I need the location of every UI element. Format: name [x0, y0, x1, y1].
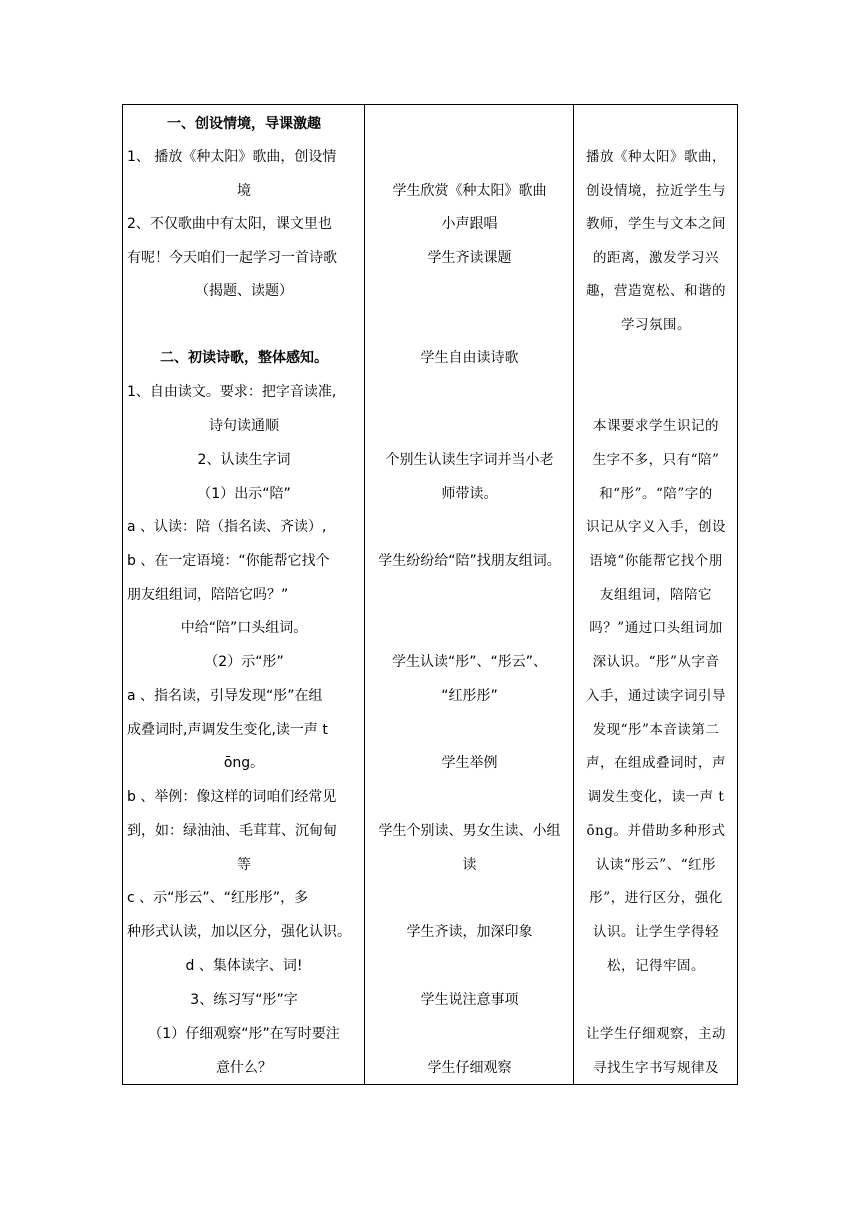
col1-text-line: 2、认读生字词	[197, 452, 291, 468]
col3-text-line: 声，在组成叠词时，声	[586, 755, 726, 771]
col3-text-line: 播放《种太阳》歌曲，	[586, 149, 726, 165]
col3-text-line: 发现“彤”本音读第二	[592, 722, 720, 738]
col2-text-line: 学生举例	[441, 755, 498, 771]
col1-text-line: 1、自由读文。要求：把字音读准,	[127, 384, 337, 400]
col1-text-line: 中给“陪”口头组词。	[180, 620, 308, 636]
col1-text-line: c 、示“彤云”、“红彤彤”，多	[127, 890, 309, 906]
col2-text-line: 学生说注意事项	[420, 992, 519, 1008]
col3-text-line: 深认识。“彤”从字音	[592, 654, 720, 670]
col3-text-line: 识记从字义入手，创设	[586, 519, 726, 535]
col3-text-line: 和“彤”。“陪”字的	[599, 486, 713, 502]
col2-text-line: 学生个别读、男女生读、小组	[378, 823, 561, 839]
col3-text-line: 认读“彤云”、“红彤	[595, 857, 717, 873]
design-intent-column	[574, 105, 738, 1084]
col3-text-line: 松，记得牢固。	[607, 958, 705, 974]
col2-text-line: 师带读。	[441, 486, 498, 502]
col3-text-line: 创设情境，拉近学生与	[586, 183, 726, 199]
col1-text-line: 1、 播放《种太阳》歌曲，创设情	[127, 149, 337, 165]
col1-text-line: 成叠词时,声调发生变化,读一声 t	[127, 722, 328, 738]
col1-text-line: 朋友组组词，陪陪它吗？”	[127, 587, 289, 603]
col1-text-line: a 、指名读，引导发现“彤”在组	[127, 688, 323, 704]
col3-text-line: 入手，通过读字词引导	[586, 688, 726, 704]
col3-text-line: 教师，学生与文本之间	[586, 216, 726, 232]
col3-text-line: ōng。并借助多种形式	[586, 823, 726, 839]
col1-text-line: 种形式认读，加以区分，强化认识。	[127, 924, 351, 940]
col1-text-line: （揭题、读题）	[195, 283, 293, 299]
col3-text-line: 认识。让学生学得轻	[593, 924, 719, 940]
col1-text-line: 境	[237, 183, 251, 199]
lesson-plan-table	[122, 104, 738, 1085]
col1-text-line: 诗句读通顺	[209, 418, 279, 434]
col1-text-line: 一、创设情境，导课激趣	[167, 116, 321, 132]
col1-text-line: （1）仔细观察“彤”在写时要注	[148, 1026, 340, 1042]
col3-text-line: 生字不多，只有“陪”	[592, 452, 720, 468]
col3-text-line: 彤”，进行区分，强化	[589, 890, 723, 906]
col1-text-line: 二、初读诗歌，整体感知。	[160, 350, 328, 366]
col1-text-line: （2）示“彤”	[204, 654, 284, 670]
col3-text-line: 让学生仔细观察，主动	[586, 1026, 726, 1042]
student-activity-column	[366, 105, 573, 1084]
col1-text-line: b 、举例：像这样的词咱们经常见	[127, 789, 337, 805]
col3-text-line: 寻找生字书写规律及	[593, 1060, 719, 1076]
col2-text-line: 学生齐读，加深印象	[406, 924, 533, 940]
col3-text-line: 语境“你能帮它找个朋	[589, 553, 723, 569]
col2-text-line: 读	[462, 857, 477, 873]
col2-text-line: 学生齐读课题	[427, 250, 512, 266]
col2-text-line: 学生欣赏《种太阳》歌曲	[392, 183, 547, 199]
col1-text-line: a 、认读：陪（指名读、齐读）,	[127, 519, 327, 535]
col2-text-line: 小声跟唱	[441, 216, 498, 232]
col2-text-line: 学生仔细观察	[427, 1060, 512, 1076]
col3-text-line: 本课要求学生识记的	[593, 418, 719, 434]
col1-text-line: ōng。	[223, 755, 265, 771]
col3-text-line: 趣，营造宽松、和谐的	[586, 283, 726, 299]
col1-text-line: d 、集体读字、词!	[185, 958, 303, 974]
col2-text-line: 学生自由读诗歌	[420, 350, 519, 366]
col1-text-line: 2、不仅歌曲中有太阳，课文里也	[127, 216, 332, 232]
col2-text-line: “红彤彤”	[441, 688, 498, 704]
col3-text-line: 友组组词，陪陪它	[600, 587, 712, 603]
col3-text-line: 学习氛围。	[621, 317, 691, 333]
col1-text-line: 有呢！今天咱们一起学习一首诗歌	[127, 250, 337, 266]
col1-text-line: 3、练习写“彤”字	[190, 992, 298, 1008]
col1-text-line: 等	[237, 857, 251, 873]
col2-text-line: 学生纷纷给“陪”找朋友组词。	[378, 553, 561, 569]
col3-text-line: 吗？”通过口头组词加	[589, 620, 723, 636]
col2-text-line: 学生认读“彤”、“彤云”、	[391, 654, 547, 670]
teacher-activity-column	[123, 105, 365, 1084]
col3-text-line: 的距离，激发学习兴	[593, 250, 719, 266]
col1-text-line: （1）出示“陪”	[197, 486, 291, 502]
col1-text-line: b 、在一定语境：“你能帮它找个	[127, 553, 330, 569]
col2-text-line: 个别生认读生字词并当小老	[385, 452, 554, 468]
col1-text-line: 意什么？	[216, 1060, 272, 1076]
col1-text-line: 到，如：绿油油、毛茸茸、沉甸甸	[127, 823, 337, 839]
col3-text-line: 调发生变化，读一声 t	[587, 789, 725, 805]
